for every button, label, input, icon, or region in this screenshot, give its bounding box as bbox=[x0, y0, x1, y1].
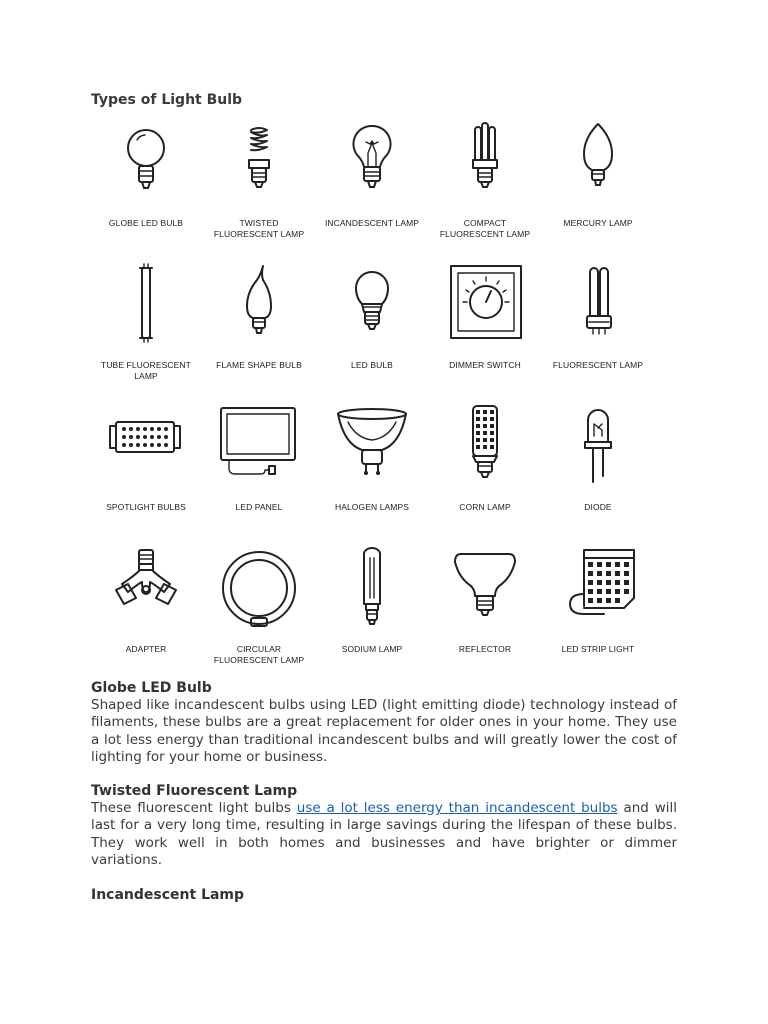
diagram-item bbox=[201, 260, 317, 400]
mercury-lamp-icon bbox=[558, 118, 638, 208]
diagram-label: CIRCULAR FLUORESCENT LAMP bbox=[213, 644, 305, 665]
diagram-item bbox=[314, 260, 430, 400]
diagram-label: ADAPTER bbox=[125, 644, 167, 654]
section-twisted-fluorescent-lamp bbox=[91, 783, 677, 869]
diagram-label: FLAME SHAPE BULB bbox=[216, 360, 302, 370]
led-panel-icon bbox=[219, 402, 299, 492]
circular-fluorescent-lamp-icon bbox=[219, 544, 299, 634]
diagram-item bbox=[540, 544, 656, 684]
section-heading: Twisted Fluorescent Lamp bbox=[91, 783, 298, 799]
led-bulb-icon bbox=[332, 260, 412, 350]
halogen-lamps-icon bbox=[332, 402, 412, 492]
diagram-item bbox=[201, 544, 317, 684]
diagram-label: SODIUM LAMP bbox=[341, 644, 403, 654]
fluorescent-lamp-icon bbox=[558, 260, 638, 350]
energy-savings-link[interactable]: use a lot less energy than incandescent bulbs bbox=[296, 800, 618, 816]
dimmer-switch-icon bbox=[445, 260, 525, 350]
section-globe-led-bulb bbox=[91, 680, 677, 766]
diagram-item bbox=[201, 118, 317, 258]
diagram-label: HALOGEN LAMPS bbox=[334, 502, 410, 512]
section-body bbox=[91, 800, 677, 869]
section-heading: Incandescent Lamp bbox=[91, 887, 245, 903]
diode-icon bbox=[558, 402, 638, 492]
corn-lamp-icon bbox=[445, 402, 525, 492]
diagram-label: LED BULB bbox=[351, 360, 393, 370]
diagram-item bbox=[88, 544, 204, 684]
section-body: Shaped like incandescent bulbs using LED (light emitting diode) technology instead of filaments, these bulbs are a great replacement for older ones in your home. They use a lot less energy than traditional incandescent bulbs and will greatly lower the cost of lighting for your home or business. bbox=[91, 697, 677, 765]
diagram-item bbox=[427, 260, 543, 400]
diagram-item bbox=[201, 402, 317, 542]
diagram-item bbox=[314, 402, 430, 542]
body-text: and will last for a very long time, resulting in large savings during the lifespan of these bulbs. They work well in both homes and businesses and have brighter or dimmer variations. bbox=[91, 800, 677, 868]
adapter-icon bbox=[106, 544, 186, 634]
diagram-label: MERCURY LAMP bbox=[563, 218, 633, 228]
tube-fluorescent-lamp-icon bbox=[106, 260, 186, 350]
light-bulb-types-diagram bbox=[88, 118, 654, 678]
diagram-label: TUBE FLUORESCENT LAMP bbox=[101, 360, 191, 381]
globe-led-bulb-icon bbox=[106, 118, 186, 208]
compact-fluorescent-lamp-icon bbox=[445, 118, 525, 208]
diagram-label: FLUORESCENT LAMP bbox=[552, 360, 644, 370]
diagram-label: TWISTED FLUORESCENT LAMP bbox=[213, 218, 305, 239]
diagram-item bbox=[427, 118, 543, 258]
diagram-item bbox=[540, 402, 656, 542]
diagram-label: CORN LAMP bbox=[459, 502, 511, 512]
diagram-label: LED STRIP LIGHT bbox=[561, 644, 635, 654]
diagram-label: GLOBE LED BULB bbox=[108, 218, 184, 228]
reflector-icon bbox=[445, 544, 525, 634]
diagram-item bbox=[540, 260, 656, 400]
diagram-item bbox=[314, 118, 430, 258]
body-text: These fluorescent light bulbs bbox=[91, 800, 297, 816]
diagram-item bbox=[88, 260, 204, 400]
diagram-label: INCANDESCENT LAMP bbox=[324, 218, 420, 228]
diagram-item bbox=[540, 118, 656, 258]
diagram-label: SPOTLIGHT BULBS bbox=[106, 502, 186, 512]
sodium-lamp-icon bbox=[332, 544, 412, 634]
led-strip-light-icon bbox=[558, 544, 638, 634]
flame-shape-bulb-icon bbox=[219, 260, 299, 350]
diagram-item bbox=[88, 118, 204, 258]
spotlight-bulbs-icon bbox=[106, 402, 186, 492]
page-title: Types of Light Bulb bbox=[91, 92, 243, 108]
diagram-item bbox=[88, 402, 204, 542]
twisted-fluorescent-lamp-icon bbox=[219, 118, 299, 208]
diagram-label: DIODE bbox=[584, 502, 612, 512]
section-heading: Globe LED Bulb bbox=[91, 680, 212, 696]
diagram-item bbox=[314, 544, 430, 684]
diagram-item bbox=[427, 402, 543, 542]
diagram-label: COMPACT FLUORESCENT LAMP bbox=[439, 218, 531, 239]
section-incandescent-lamp bbox=[91, 887, 677, 904]
diagram-label: REFLECTOR bbox=[458, 644, 512, 654]
diagram-label: DIMMER SWITCH bbox=[449, 360, 521, 370]
incandescent-lamp-icon bbox=[332, 118, 412, 208]
diagram-label: LED PANEL bbox=[235, 502, 283, 512]
diagram-item bbox=[427, 544, 543, 684]
